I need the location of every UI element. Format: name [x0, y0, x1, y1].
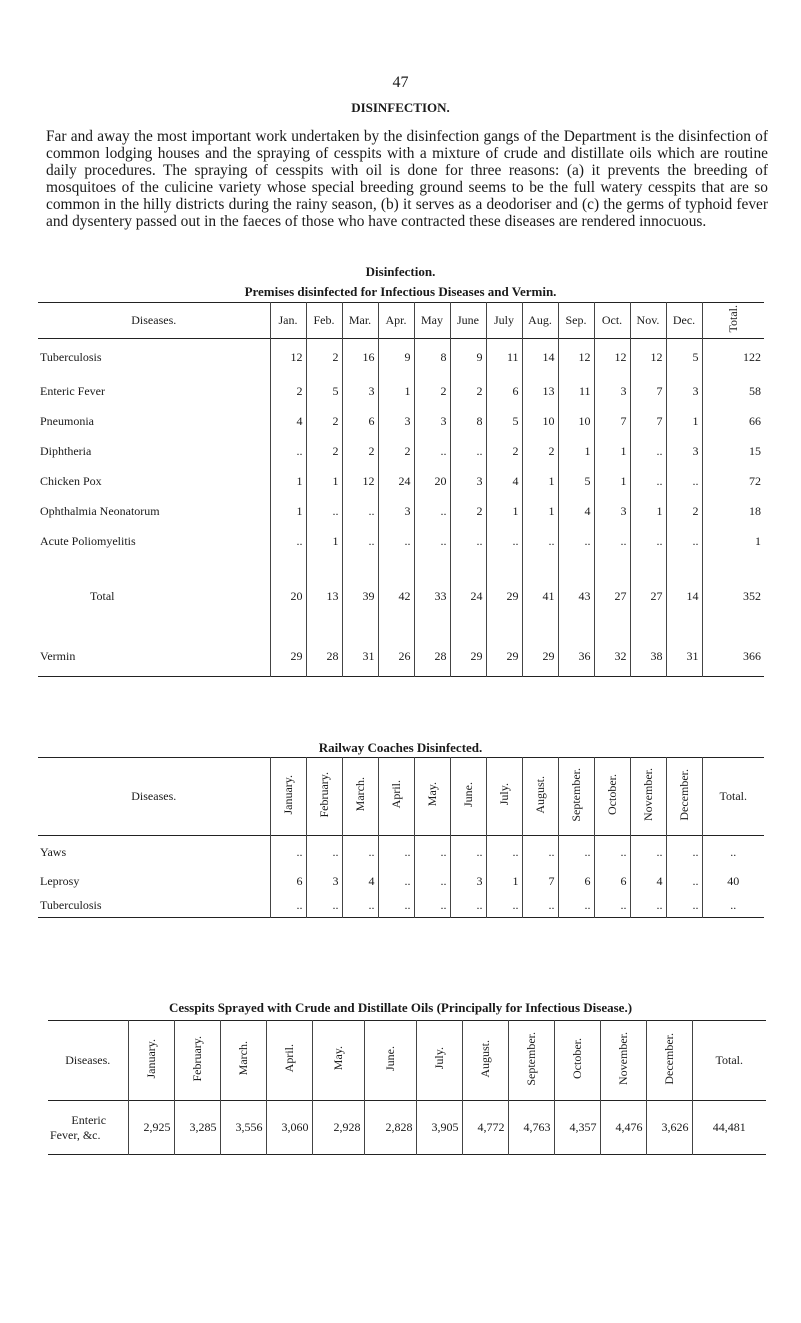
cell-value: 36: [558, 637, 594, 677]
row-total: 58: [702, 377, 764, 407]
row-label: Chicken Pox: [40, 474, 102, 488]
cell-value: ..: [630, 467, 666, 497]
cell-value: 1: [486, 870, 522, 894]
cell-value: 24: [450, 557, 486, 637]
row-label-line: Fever, &c.: [50, 1127, 101, 1142]
table1-header-month: May: [414, 303, 450, 339]
cell-value: 1: [522, 497, 558, 527]
cell-value: 14: [666, 557, 702, 637]
cell-value: 2: [450, 497, 486, 527]
cell-value: ..: [414, 836, 450, 870]
cell-value: ..: [342, 527, 378, 557]
table1-header-month: Sep.: [558, 303, 594, 339]
table3-header-month: January.: [128, 1021, 174, 1101]
table1-header-month: Aug.: [522, 303, 558, 339]
table1-header-month: Apr.: [378, 303, 414, 339]
cell-value: 11: [558, 377, 594, 407]
table3-header-month: August.: [462, 1021, 508, 1101]
cell-value: 4: [342, 870, 378, 894]
table2-header-month: November.: [630, 758, 666, 836]
row-label: Tuberculosis: [40, 350, 102, 365]
cell-value: 5: [306, 377, 342, 407]
cell-value: 13: [306, 557, 342, 637]
cell-value: 5: [558, 467, 594, 497]
cell-value: 3: [378, 497, 414, 527]
row-label: Leprosy: [40, 874, 80, 888]
cell-value: 29: [486, 637, 522, 677]
cell-value: 2,928: [312, 1101, 364, 1155]
table1-row: [38, 497, 764, 527]
cell-value: 1: [486, 497, 522, 527]
cell-value: 3: [594, 377, 630, 407]
cell-value: 12: [630, 339, 666, 377]
cell-value: ..: [630, 527, 666, 557]
cell-value: ..: [450, 836, 486, 870]
cell-value: 9: [450, 339, 486, 377]
cell-value: 7: [594, 407, 630, 437]
cell-value: 2: [522, 437, 558, 467]
cell-value: 39: [342, 557, 378, 637]
cell-value: 7: [630, 407, 666, 437]
table2-row: [38, 836, 764, 870]
table2-header-month: September.: [558, 758, 594, 836]
cell-value: 3: [342, 377, 378, 407]
table2-header-month: April.: [378, 758, 414, 836]
cell-value: 32: [594, 637, 630, 677]
cell-value: ..: [486, 527, 522, 557]
table2-header-month: October.: [594, 758, 630, 836]
cell-value: 43: [558, 557, 594, 637]
cell-value: 4: [630, 870, 666, 894]
cell-value: 1: [558, 437, 594, 467]
table1-header-month: July: [486, 303, 522, 339]
table2-header-month: January.: [270, 758, 306, 836]
cell-value: 10: [558, 407, 594, 437]
cell-value: ..: [666, 527, 702, 557]
table3-header-month: October.: [554, 1021, 600, 1101]
cell-value: ..: [486, 894, 522, 918]
row-total: ..: [702, 836, 764, 870]
cell-value: 8: [450, 407, 486, 437]
cell-value: ..: [270, 437, 306, 467]
table2-header-diseases: Diseases.: [131, 789, 177, 803]
cell-value: 24: [378, 467, 414, 497]
row-total: 66: [702, 407, 764, 437]
cell-value: 31: [342, 637, 378, 677]
table3-header-month: November.: [600, 1021, 646, 1101]
grand-total: 352: [702, 557, 764, 637]
table1-header-month: June: [450, 303, 486, 339]
cell-value: ..: [522, 836, 558, 870]
cell-value: 3: [378, 407, 414, 437]
cell-value: 4,476: [600, 1101, 646, 1155]
table3-header-month: September.: [508, 1021, 554, 1101]
page-number: 47: [392, 74, 409, 91]
cell-value: 2: [270, 377, 306, 407]
table1-section-title: Disinfection.: [365, 264, 436, 279]
table1-header-month: Feb.: [306, 303, 342, 339]
premises-disinfected-table: [38, 302, 764, 677]
cell-value: 7: [522, 870, 558, 894]
table1-row: [38, 467, 764, 497]
table1-header-month: Nov.: [630, 303, 666, 339]
cell-value: ..: [666, 894, 702, 918]
table2-header-total: Total.: [702, 758, 764, 836]
table1-row: [38, 339, 764, 377]
table3-header-month: May.: [312, 1021, 364, 1101]
cell-value: 1: [522, 467, 558, 497]
table1-header-month: Dec.: [666, 303, 702, 339]
cell-value: ..: [414, 870, 450, 894]
table3-caption: Cesspits Sprayed with Crude and Distillate Oils (Principally for Infectious Disease.): [168, 1000, 633, 1015]
table2-header-month: May.: [414, 758, 450, 836]
cell-value: 4,763: [508, 1101, 554, 1155]
table1-row: [38, 377, 764, 407]
cell-value: ..: [306, 894, 342, 918]
row-total: 18: [702, 497, 764, 527]
table3-header-month: July.: [416, 1021, 462, 1101]
cell-value: 3: [306, 870, 342, 894]
row-total: 72: [702, 467, 764, 497]
table3-header-diseases: Diseases.: [65, 1053, 111, 1067]
row-total: 1: [702, 527, 764, 557]
row-label: Tuberculosis: [40, 897, 102, 912]
cell-value: 1: [306, 467, 342, 497]
cell-value: ..: [666, 870, 702, 894]
cell-value: 6: [270, 870, 306, 894]
cell-value: 12: [270, 339, 306, 377]
row-label: Diphtheria: [40, 444, 92, 458]
row-label: Yaws: [40, 845, 67, 860]
table1-header-row: [38, 303, 764, 339]
table2-row: [38, 870, 764, 894]
cell-value: 1: [666, 407, 702, 437]
cell-value: 29: [522, 637, 558, 677]
table3-header-month: March.: [220, 1021, 266, 1101]
cell-value: ..: [414, 437, 450, 467]
cell-value: 3,626: [646, 1101, 692, 1155]
table1-header-month: Mar.: [342, 303, 378, 339]
cell-value: 2: [306, 437, 342, 467]
cell-value: ..: [270, 894, 306, 918]
cell-value: 2: [450, 377, 486, 407]
cell-value: ..: [450, 437, 486, 467]
cell-value: ..: [594, 527, 630, 557]
cell-value: ..: [486, 836, 522, 870]
cell-value: ..: [306, 497, 342, 527]
cell-value: ..: [630, 894, 666, 918]
row-label: [48, 1101, 128, 1155]
cell-value: ..: [558, 527, 594, 557]
cell-value: 14: [522, 339, 558, 377]
cell-value: 42: [378, 557, 414, 637]
cell-value: 29: [270, 637, 306, 677]
cell-value: ..: [522, 894, 558, 918]
cell-value: 3,060: [266, 1101, 312, 1155]
cell-value: 2: [378, 437, 414, 467]
cell-value: ..: [666, 467, 702, 497]
cell-value: 29: [486, 557, 522, 637]
cell-value: ..: [414, 894, 450, 918]
table2-header-month: February.: [306, 758, 342, 836]
table2-header-month: July.: [486, 758, 522, 836]
cell-value: ..: [378, 894, 414, 918]
intro-paragraph: Far and away the most important work undertaken by the disinfection gangs of the Department is the disinfection of common lodging houses and the spraying of cesspits with a mixture of crude and distillate oils which are routine daily procedures. The spraying of cesspits with oil is done for three reasons: (a) it prevents the breeding of mosquitoes of the culicine variety whose special breeding ground seems to be the full watery cesspits that are so common in the hilly districts during the rainy season, (b) it serves as a deodoriser and (c) the germs of typhoid fever and dysentery passed out in the faeces of those who have contracted these diseases are rendered innocuous.: [46, 128, 768, 230]
table1-header-total: Total.: [702, 303, 764, 339]
table1-row: [38, 527, 764, 557]
cell-value: 11: [486, 339, 522, 377]
cell-value: 8: [414, 339, 450, 377]
cell-value: 3,556: [220, 1101, 266, 1155]
cell-value: 5: [486, 407, 522, 437]
cell-value: 1: [594, 437, 630, 467]
total-row-label: Total: [90, 589, 115, 603]
table2-row: [38, 894, 764, 918]
cell-value: ..: [666, 836, 702, 870]
vermin-total: 366: [702, 637, 764, 677]
row-label: Pneumonia: [40, 414, 94, 428]
table2-header-row: [38, 758, 764, 836]
row-total: 15: [702, 437, 764, 467]
cell-value: ..: [630, 836, 666, 870]
cell-value: 4: [558, 497, 594, 527]
cell-value: ..: [522, 527, 558, 557]
table2-header-month: June.: [450, 758, 486, 836]
table2-caption: Railway Coaches Disinfected.: [318, 740, 483, 755]
table3-row: [48, 1101, 766, 1155]
cell-value: 2,828: [364, 1101, 416, 1155]
railway-coaches-table: [38, 757, 764, 918]
cell-value: 1: [378, 377, 414, 407]
cell-value: ..: [270, 836, 306, 870]
cell-value: 1: [270, 497, 306, 527]
table1-total-row: [38, 557, 764, 637]
table3-header-row: [48, 1021, 766, 1101]
cell-value: 9: [378, 339, 414, 377]
cell-value: ..: [594, 894, 630, 918]
cell-value: 27: [630, 557, 666, 637]
cell-value: 4: [486, 467, 522, 497]
vermin-row-label: Vermin: [40, 648, 76, 663]
cell-value: 6: [594, 870, 630, 894]
cell-value: ..: [594, 836, 630, 870]
cell-value: ..: [342, 894, 378, 918]
table1-row: [38, 437, 764, 467]
cell-value: ..: [378, 527, 414, 557]
cell-value: 1: [594, 467, 630, 497]
cell-value: 12: [342, 467, 378, 497]
cesspits-sprayed-table: [48, 1020, 766, 1155]
table1-row: [38, 407, 764, 437]
cell-value: ..: [378, 836, 414, 870]
cell-value: 3: [666, 377, 702, 407]
cell-value: 6: [342, 407, 378, 437]
cell-value: 13: [522, 377, 558, 407]
cell-value: 2,925: [128, 1101, 174, 1155]
cell-value: 2: [486, 437, 522, 467]
cell-value: 3: [594, 497, 630, 527]
row-total: 122: [702, 339, 764, 377]
cell-value: 20: [270, 557, 306, 637]
cell-value: 3: [450, 870, 486, 894]
cell-value: 3,905: [416, 1101, 462, 1155]
cell-value: 3: [666, 437, 702, 467]
table1-header-month: Jan.: [270, 303, 306, 339]
cell-value: 10: [522, 407, 558, 437]
row-total: 40: [702, 870, 764, 894]
row-label: Acute Poliomyelitis: [40, 534, 136, 548]
cell-value: 6: [486, 377, 522, 407]
cell-value: 1: [270, 467, 306, 497]
cell-value: 20: [414, 467, 450, 497]
cell-value: ..: [558, 894, 594, 918]
cell-value: 27: [594, 557, 630, 637]
cell-value: 41: [522, 557, 558, 637]
table3-header-month: December.: [646, 1021, 692, 1101]
table1-header-diseases: Diseases.: [131, 313, 177, 327]
cell-value: 29: [450, 637, 486, 677]
cell-value: 26: [378, 637, 414, 677]
cell-value: 1: [630, 497, 666, 527]
cell-value: 31: [666, 637, 702, 677]
row-total: 44,481: [692, 1101, 766, 1155]
table1-header-month: Oct.: [594, 303, 630, 339]
cell-value: 2: [342, 437, 378, 467]
cell-value: 4,772: [462, 1101, 508, 1155]
table3-header-month: April.: [266, 1021, 312, 1101]
cell-value: ..: [270, 527, 306, 557]
cell-value: ..: [558, 836, 594, 870]
table2-header-month: August.: [522, 758, 558, 836]
table3-header-month: June.: [364, 1021, 416, 1101]
cell-value: 2: [306, 407, 342, 437]
cell-value: ..: [450, 894, 486, 918]
page-heading: DISINFECTION.: [351, 100, 450, 115]
cell-value: 28: [414, 637, 450, 677]
cell-value: ..: [378, 870, 414, 894]
table3-header-month: February.: [174, 1021, 220, 1101]
cell-value: ..: [342, 836, 378, 870]
cell-value: 6: [558, 870, 594, 894]
cell-value: 2: [666, 497, 702, 527]
cell-value: 7: [630, 377, 666, 407]
cell-value: 16: [342, 339, 378, 377]
cell-value: ..: [306, 836, 342, 870]
cell-value: 3: [414, 407, 450, 437]
cell-value: 12: [558, 339, 594, 377]
row-label: Ophthalmia Neonatorum: [40, 504, 160, 518]
table2-header-month: December.: [666, 758, 702, 836]
cell-value: 3: [450, 467, 486, 497]
row-label-line: Enteric: [71, 1112, 107, 1127]
table1-vermin-row: [38, 637, 764, 677]
cell-value: ..: [450, 527, 486, 557]
cell-value: ..: [414, 527, 450, 557]
cell-value: ..: [630, 437, 666, 467]
table3-header-total: Total.: [692, 1021, 766, 1101]
cell-value: 28: [306, 637, 342, 677]
cell-value: 4,357: [554, 1101, 600, 1155]
cell-value: 12: [594, 339, 630, 377]
cell-value: 38: [630, 637, 666, 677]
cell-value: 4: [270, 407, 306, 437]
cell-value: 2: [414, 377, 450, 407]
table1-caption: Premises disinfected for Infectious Diseases and Vermin.: [244, 284, 557, 299]
cell-value: 3,285: [174, 1101, 220, 1155]
row-total: ..: [702, 894, 764, 918]
cell-value: 1: [306, 527, 342, 557]
cell-value: 5: [666, 339, 702, 377]
cell-value: ..: [414, 497, 450, 527]
row-label: Enteric Fever: [40, 384, 105, 398]
cell-value: 2: [306, 339, 342, 377]
table2-header-month: March.: [342, 758, 378, 836]
cell-value: 33: [414, 557, 450, 637]
cell-value: ..: [342, 497, 378, 527]
